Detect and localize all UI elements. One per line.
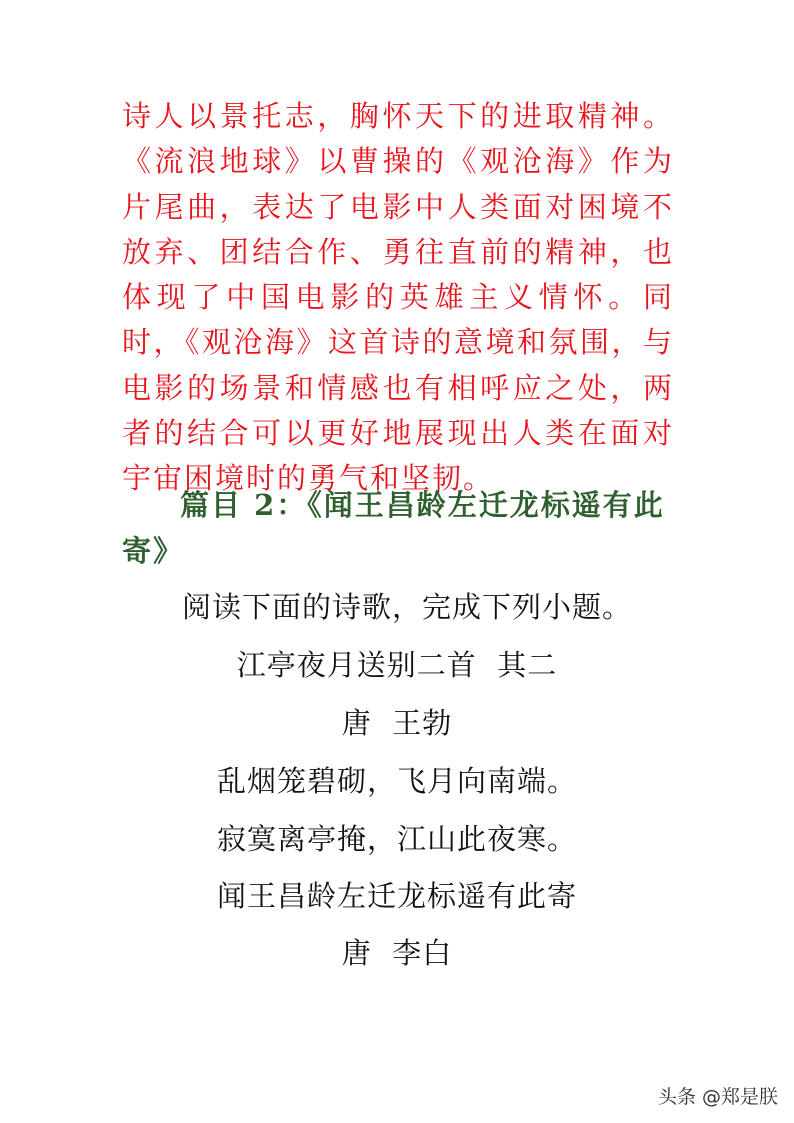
reading-instruction: 阅读下面的诗歌，完成下列小题。	[182, 590, 633, 624]
poem1-line: 寂寞离亭掩，江山此夜寒。	[216, 822, 577, 856]
poem1-line: 乱烟笼碧砌，飞月向南端。	[216, 764, 577, 798]
watermark: 头条 @郑是朕	[657, 1086, 778, 1108]
poem2-author: 唐 李白	[341, 936, 453, 970]
analysis-paragraph: 诗人以景托志，胸怀天下的进取精神。《流浪地球》以曹操的《观沧海》作为片尾曲，表达了电影中人类面对困境不放弃、团结合作、勇往直前的精神，也体现了中国电影的英雄主义情怀。同时，《观沧海》这首诗的意境和氛围，与电影的场景和情感也有相呼应之处，两者的结合可以更好地展现出人类在面对宇宙困境时的勇气和坚韧。	[122, 99, 674, 496]
section-heading: 篇目 2：《闻王昌龄左迁龙标遥有此寄》	[122, 488, 665, 568]
poem1-title: 江亭夜月送别二首 其二	[236, 648, 558, 682]
poem2-title: 闻王昌龄左迁龙标遥有此寄	[216, 879, 577, 913]
poem1-author: 唐 王勃	[341, 706, 453, 740]
